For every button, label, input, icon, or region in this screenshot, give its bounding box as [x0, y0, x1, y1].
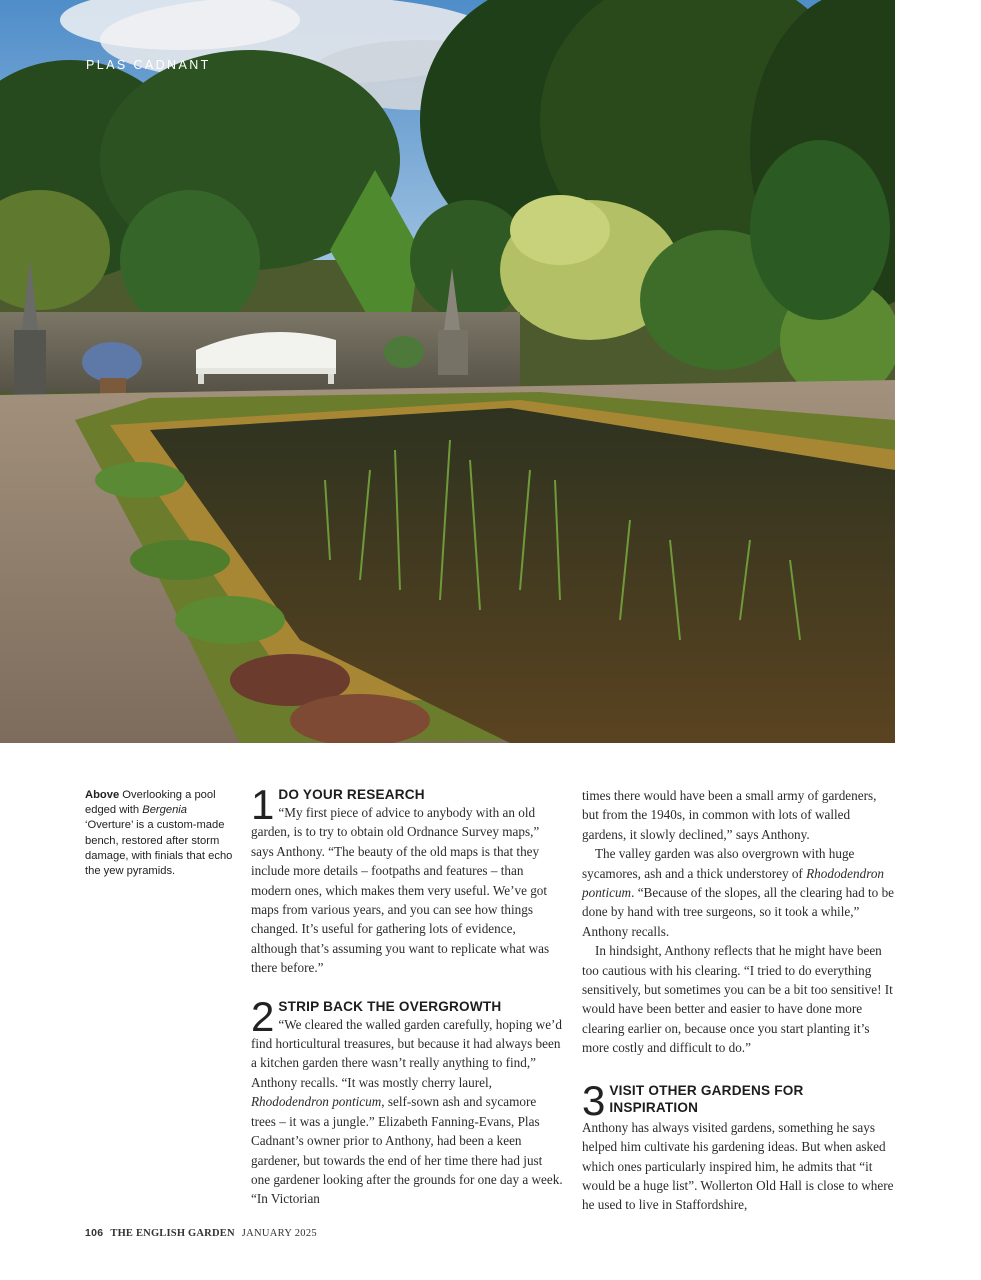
caption-italic: Bergenia	[142, 804, 188, 817]
page-number: 106	[85, 1227, 104, 1239]
section-3	[582, 1076, 894, 1215]
section-number: 2	[251, 992, 275, 1040]
issue-date: JANUARY 2025	[241, 1228, 317, 1239]
photo-caption	[85, 788, 233, 879]
hydrangea-pot	[82, 342, 142, 382]
body-paragraph: “My first piece of advice to anybody with an old garden, is to try to obtain old Ordnance Survey maps,” says Anthony. “The beauty of the old maps is that they include more details – footpaths and features – than modern ones, which makes them very useful. We’ve got maps from various years, and you can see how things changed. It’s useful for gathering lots of evidence, although that’s assuming you want to replicate what was there before.”	[251, 805, 550, 976]
section-1	[251, 781, 563, 978]
body-text: “We cleared the walled garden carefully, hoping we’d find horticultural treasures, but because it had always been a kitchen garden there wasn’t really anything to find,” Anthony recalls. “It was mostly cherry laurel,	[251, 1016, 563, 1090]
body-paragraph-continued: times there would have been a small army of gardeners, but from the 1940s, in common with lots of walled gardens, it slowly declined,” says Anthony.	[582, 788, 877, 842]
body-italic: Rhododendron ponticum	[251, 1094, 382, 1110]
section-heading: VISIT OTHER GARDENS FOR INSPIRATION	[609, 1082, 804, 1115]
article-column-1	[251, 781, 563, 1209]
hydrangea-pot	[384, 336, 424, 368]
page-footer	[85, 1227, 317, 1239]
body-paragraph: In hindsight, Anthony reflects that he might have been too cautious with his clearing. “I tried to do everything sensitively, but sometimes you can be a bit too sensitive! It would have been better and easier to have done more clearing earlier on, because once you start planting it’s more costly and difficult to do.”	[582, 943, 893, 1056]
section-number: 1	[251, 781, 275, 828]
magazine-title: THE ENGLISH GARDEN	[110, 1228, 235, 1239]
body-paragraph	[251, 1015, 563, 1209]
section-heading: STRIP BACK THE OVERGROWTH	[278, 998, 502, 1014]
body-text: , self-sown ash and sycamore trees – it was a jungle.” Elizabeth Fanning-Evans, Plas Cadnant’s owner prior to Anthony, had been a keen gardener, but towards the end of her time there had just one gardener looking after the grounds for one day a week. “In Victorian	[251, 1094, 563, 1207]
body-text: The valley garden was also overgrown with huge sycamores, ash and a thick understorey of	[582, 846, 855, 881]
photo-location-label: PLAS CADNANT	[86, 58, 211, 72]
section-heading: DO YOUR RESEARCH	[278, 787, 425, 802]
body-italic: Rhododendron ponticum	[582, 865, 885, 901]
caption-lead: Above	[85, 789, 120, 801]
body-paragraph: Anthony has always visited gardens, something he says helped him cultivate his gardening ideas. But when asked which ones particularly inspired him, he admits that “it would be a huge list”. Wollerton Old Hall is close to where he used to live in Staffordshire,	[582, 1119, 894, 1213]
section-number: 3	[582, 1076, 606, 1124]
body-text: . “Because of the slopes, all the clearing had to be done by hand with tree surgeons, so it took a while,” Anthony recalls.	[582, 885, 895, 939]
caption-text: Overlooking a pool edged with	[85, 789, 216, 817]
section-2	[251, 992, 563, 1209]
caption-text: ‘Overture’ is a custom-made bench, restored after storm damage, with finials that echo the yew pyramids.	[85, 819, 233, 878]
article-column-2	[582, 786, 894, 1215]
body-paragraph	[582, 844, 894, 941]
